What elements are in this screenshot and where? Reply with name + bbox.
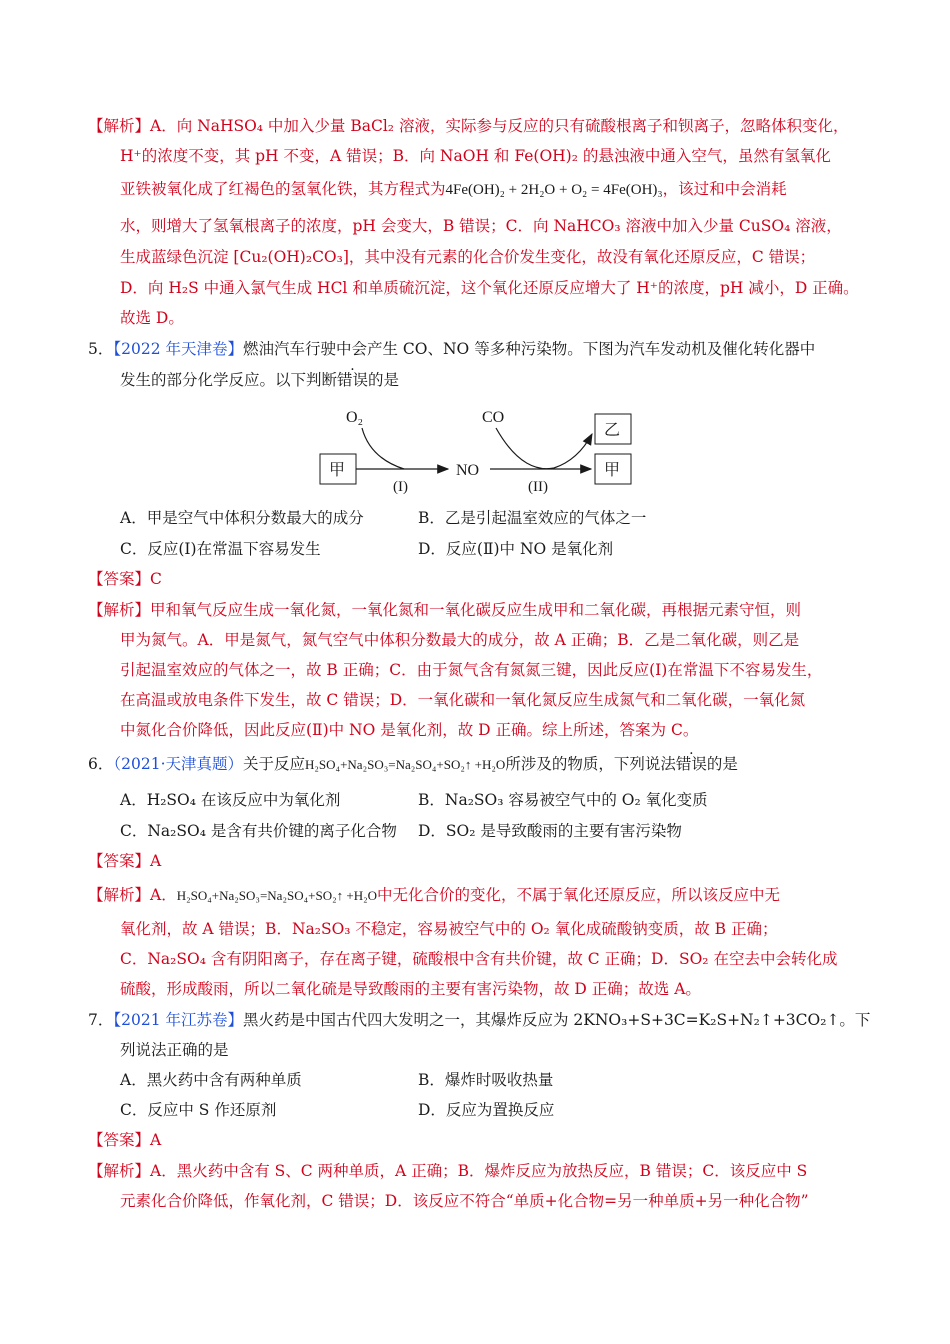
q4-analysis-line-5: 生成蓝绿色沉淀 [Cu₂(OH)₂CO₃]，其中没有元素的化合价发生变化，故没有氧化还原反应，C 错误；	[120, 248, 816, 266]
q7-analysis-line-1: 【解析】A．黑火药中含有 S、C 两种单质，A 正确；B．爆炸反应为放热反应，B 错误；C．该反应中 S	[88, 1162, 808, 1180]
q4-analysis-line-6: D．向 H₂S 中通入氯气生成 HCl 和单质硫沉淀，这个氧化还原反应增大了 H⁺的浓度，pH 减小，D 正确。	[120, 279, 859, 297]
reaction-2-label: (II)	[528, 479, 548, 495]
q7-stem-line-2: 列说法正确的是	[120, 1041, 229, 1059]
q5-analysis-line-3: 引起温室效应的气体之一，故 B 正确；C．由于氮气含有氮氮三键，因此反应(Ⅰ)在常温下不容易发生，	[120, 661, 823, 679]
analysis-tag: 【解析】	[88, 117, 151, 135]
question-source: 【2021 年江苏卷】	[113, 1011, 243, 1029]
emphasis-word: 错误	[675, 755, 707, 773]
q6-option-c: C．Na₂SO₄ 是含有共价键的离子化合物	[120, 822, 397, 840]
q7-answer: 【答案】A	[88, 1131, 162, 1149]
q5-option-b: B．乙是引起温室效应的气体之一	[418, 509, 647, 527]
q5-analysis-line-4: 在高温或放电条件下发生，故 C 错误；D．一氧化碳和一氧化氮反应生成氮气和二氧化碳，一氧化氮	[120, 691, 806, 709]
co-curve	[496, 428, 592, 469]
q5-option-c: C．反应(Ⅰ)在常温下容易发生	[120, 540, 321, 558]
q6-analysis-line-4: 硫酸，形成酸雨，所以二氧化硫是导致酸雨的主要有害污染物，故 D 正确；故选 A。	[120, 980, 701, 998]
question-source: 【2022 年天津卷】	[113, 340, 243, 358]
q6-equation: H₂SO₄+Na₂SO₃=Na₂SO₄+SO₂↑ +H₂O	[305, 757, 506, 772]
q5-option-a: A．甲是空气中体积分数最大的成分	[120, 509, 364, 527]
q7-option-b: B．爆炸时吸收热量	[418, 1071, 554, 1089]
q7-option-c: C．反应中 S 作还原剂	[120, 1101, 277, 1119]
fe-oh-equation: 4Fe(OH)₂ + 2H₂O + O₂ = 4Fe(OH)₃	[445, 182, 663, 198]
q5-answer: 【答案】C	[88, 570, 162, 588]
q4-analysis-line-3: 亚铁被氧化成了红褐色的氢氧化铁，其方程式为4Fe(OH)₂ + 2H₂O + O₂ = 4Fe(OH)₃，该过和中会消耗	[120, 180, 787, 198]
o2-curve	[362, 428, 404, 469]
q7-stem-line-1: 7．【2021 年江苏卷】黑火药是中国古代四大发明之一，其爆炸反应为 2KNO₃+S+3C=K₂S+N₂↑+3CO₂↑。下	[88, 1011, 871, 1029]
q5-analysis-line-5: 中氮化合价降低，因此反应(Ⅱ)中 NO 是氧化剂，故 D 正确。综上所述，答案为 C。	[120, 721, 699, 739]
q4-analysis-line-4: 水，则增大了氢氧根离子的浓度，pH 会变大，B 错误；C．向 NaHCO₃ 溶液中加入少量 CuSO₄ 溶液，	[120, 217, 842, 235]
q6-option-a: A．H₂SO₄ 在该反应中为氧化剂	[120, 791, 341, 809]
q5-analysis-line-1: 【解析】甲和氧气反应生成一氧化氮，一氧化氮和一氧化碳反应生成甲和二氧化碳，再根据元素守恒，则	[88, 601, 802, 619]
jia-left-label: 甲	[329, 462, 346, 479]
question-source: （2021·天津真题）	[113, 755, 243, 773]
co-label: CO	[482, 409, 505, 426]
q5-stem-line-1: 5．【2022 年天津卷】燃油汽车行驶中会产生 CO、NO 等多种污染物。下图为汽车发动机及催化转化器中	[88, 340, 816, 358]
q6-option-d: D．SO₂ 是导致酸雨的主要有害污染物	[418, 822, 682, 840]
q7-option-d: D．反应为置换反应	[418, 1101, 555, 1119]
q6-analysis-line-2: 氧化剂，故 A 错误；B．Na₂SO₃ 不稳定，容易被空气中的 O₂ 氧化成硫酸钠变质，故 B 正确；	[120, 920, 778, 938]
q6-analysis-line-1: 【解析】A．H₂SO₄+Na₂SO₃=Na₂SO₄+SO₂↑ +H₂O中无化合价的变化，不属于氧化还原反应，所以该反应中无	[88, 886, 781, 904]
emphasis-word: 错误	[337, 371, 369, 389]
o2-label: O₂	[346, 409, 364, 426]
q6-option-b: B．Na₂SO₃ 容易被空气中的 O₂ 氧化变质	[418, 791, 708, 809]
question-number: 5．	[88, 340, 114, 358]
q5-stem-line-2: 发生的部分化学反应。以下判断错误的是	[120, 371, 400, 389]
q5-option-d: D．反应(Ⅱ)中 NO 是氧化剂	[418, 540, 614, 558]
jia-right-label: 甲	[604, 462, 621, 479]
q6-stem: 6．（2021·天津真题）关于反应H₂SO₄+Na₂SO₃=Na₂SO₄+SO₂↑ +H₂O所涉及的物质，下列说法错误的是	[88, 755, 738, 773]
q4-analysis-line-1: 【解析】A．向 NaHSO₄ 中加入少量 BaCl₂ 溶液，实际参与反应的只有硫酸根离子和钡离子，忽略体积变化，	[88, 117, 849, 135]
q7-analysis-line-2: 元素化合价降低，作氧化剂，C 错误；D．该反应不符合“单质+化合物=另一种单质+另一种化合物”	[120, 1192, 809, 1210]
reaction-diagram	[300, 398, 680, 500]
question-number: 6．	[88, 755, 114, 773]
q6-analysis-line-3: C．Na₂SO₄ 含有阴阳离子，存在离子键，硫酸根中含有共价键，故 C 正确；D．SO₂ 在空去中会转化成	[120, 950, 838, 968]
reaction-1-label: (I)	[393, 479, 408, 495]
q7-option-a: A．黑火药中含有两种单质	[120, 1071, 302, 1089]
q4-analysis-line-2: H⁺的浓度不变，其 pH 不变，A 错误；B．向 NaOH 和 Fe(OH)₂ 的悬浊液中通入空气，虽然有氢氧化	[120, 147, 831, 165]
yi-label: 乙	[604, 422, 621, 439]
question-number: 7．	[88, 1011, 114, 1029]
q5-analysis-line-2: 甲为氮气。A．甲是氮气，氮气空气中体积分数最大的成分，故 A 正确；B．乙是二氧化碳，则乙是	[120, 631, 800, 649]
q4-analysis-line-7: 故选 D。	[120, 309, 184, 327]
q6-answer: 【答案】A	[88, 852, 162, 870]
no-label: NO	[456, 462, 480, 479]
q6-analysis-equation: H₂SO₄+Na₂SO₃=Na₂SO₄+SO₂↑ +H₂O	[176, 888, 378, 903]
